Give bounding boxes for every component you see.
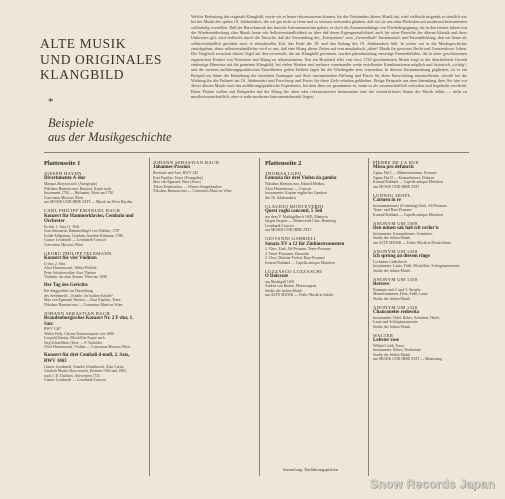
performer-detail: Instrumente: Kopien englischer Gamben (265, 191, 327, 196)
performer-detail: Andrea von Ramm, Mezzosopran (265, 284, 317, 289)
composer-name: PIERRE DE LA RUE (373, 160, 420, 165)
composer-name: GEORG PHILIPP TELEMANN (44, 250, 112, 256)
track-entry (373, 160, 471, 189)
work-title: Den minen sak hab ich verlor'n (373, 226, 439, 232)
track-entry (373, 193, 471, 218)
column-rule (149, 158, 150, 476)
composer-name: ANONYM UM 1320 (373, 304, 418, 310)
column-3 (265, 160, 363, 460)
performer-detail: Studio der frühen Musik (265, 288, 303, 293)
performer-detail: 2. Tenor-Posaunen, Basszink (265, 251, 309, 256)
column-1 (44, 160, 142, 460)
composer-name: CARL PHILIPP EMANUEL BACH (44, 208, 120, 214)
track-entry (373, 305, 471, 330)
track-entry (44, 283, 142, 307)
performer-detail: 1. Chor: Zink, Alt-Posaune, Tenor-Posaune, (265, 247, 332, 252)
performer-detail: Leopold Stastny, Blockflöte Kopie nach (44, 336, 105, 341)
performer-detail: Studio der frühen Musik (373, 324, 411, 329)
performer-detail: Studio der frühen Musik (373, 236, 411, 241)
performer-detail: Violinen: Jacobus Stainer, Wien um 1690 (44, 275, 107, 280)
performer-detail: Willard Cobb, Tenor (373, 343, 405, 348)
performer-detail: Agnus Dei II — Krummhörner, Dulzian (373, 175, 435, 180)
performer-detail: Jean Antonietti, Hammerflügel von Walther, 1787 (44, 229, 120, 234)
work-title: Lobster rose (373, 338, 400, 344)
performer-detail: Tölzer Knabenchor — Wiener Sängerknaben (153, 184, 222, 189)
performer-detail: Marquis Baryton solo (Autograph) (44, 182, 97, 186)
performer-detail: Studio der frühen Musik (373, 268, 411, 273)
performer-detail: Isolde Ahlgrimm, Cembalo Joachim Kirkman, 1786 (44, 233, 123, 238)
performer-detail: aus ALTE MUSIK — Frühe Musik in Italien (265, 293, 334, 298)
footer-note: Sammlung: Einführungsplatten (283, 467, 338, 472)
performer-detail: Ein Singgedicht zur Darstellung (44, 289, 93, 294)
composer-name: JOHANN SEBASTIAN BACH (44, 310, 111, 316)
subtitle-line: Beispiele (48, 116, 94, 130)
performer-detail: nach J. D. Dulcken, Antwerpen 1745 (44, 373, 101, 378)
performer-detail: Jürgen Jürgens — Monteverdi-Chor, Hamburg (265, 219, 336, 224)
performer-detail: Tenor- und Bass-Posaune (373, 208, 412, 213)
intro-paragraph: Welche Bedeutung das originale Klangbild, sowie wir es heute rekonstruieren können, für das Verständnis älterer Musik hat, wird vielleicht nirgends so deutlich wie bei der Musik des späten 18. Jahrhunderts, der wir gar nicht so ferne und so vertraut verbunden glauben, daß wir sie uns ohne Bedenken auf modernen Instrumenten vollständig vorstellen. Daß der Barockmusik das barocke Instrumentarium gehört, es doch die Zusammenhänge von Wiederbegegnung, die in den letzten Jahren mit der Wiederentdeckung alter Musik heute wie Selbstverständlichkeit zu über daß deren Eigengesetzlichkeit auch für seine Bereiche der älteren Klassik und ihres Umkreises gilt, wird vielleicht durch die Tatsache, daß die Verwendung des „Fortepianos“ zum „Generalbaß“ Instrumental- und Ensembleklang, den wir heute als selbstverständlich gewöhnt sind, ei ebendieselbe Zeit, das Ende der 18. und den Anfang des 19. Jahrhunderts fällt. Je weiter wir in die Musikgeschichte zurückgehen, desto selbstverständlicher wird es uns, daß eine Klang dieser Zeiten auf rein musikalisch „alten“ Musik ihr gewisses Recht und Grenzenloses Leben. Der Vergleich zwischen diesen Orgel auf den verwendet, die am Klangbild gewinnen, wurden jahrzehntelang einseitige Ensemblefakte, die in einer geschlossenen organischen Einheit von Notentext und Klang zu rekonstruieren. Nur ein Bruchteil aller von circa 1720 geschriebenen Musik trägt in der überlieferten Gestalt eindeutige Hinweise auf die gemeinte Klangbild, bei vielen Werken sind mehrere voneinander weite erstellender Kombinationen möglich und historisch „richtig“, und die meisten aufführungspraktischen Einzelheiten gehen Freiheit lagen für die Wiedergabe stets erneuerbar. In diesem Zusammenhang gegliedert, ist es ein Beispiel im Sinne der Entstehung der einzelnen Gattungen und ihrer instrumentalen Färbung und Praxis für diese Entwicklung anzustrebende, sowohl bei die Wirkung für die Frühzeit im 16. Jahrhundert und Forschung und Praxis für diese Ziele erhalten geblieben. Einige Beispiele aus dem Sammlung ihrer Sie hier vor dieser älteren Musik nach das aufführungspraktische Experiment, bei dem dem vor genommen es, wenn es als wissenschaftlich vertretbar und begründet erscheint. Diese Platten wollen mit Beispielen auf der Klang der alten oder rekonstruierten Instrumente eine der wesentlichsten Seiten der Musik selbst — nicht zu musikwissenschaftlich, aber so nahe moderner Instrumentalmusik liegen. (191, 14, 467, 100)
performer-detail: Peter Schoberwalter, Kurt Theiner (44, 270, 97, 275)
work-title: Konzert für vier Violinen (44, 256, 97, 262)
performer-detail: Max von Egmond, Bariton — Kurt Equiluz, Tenor (44, 298, 121, 303)
performer-detail: aus MUSIK UND IHRE ZEIT — Musik im Wien Haydns (44, 200, 133, 205)
performer-detail: Nikolaus Harnoncourt — Concentus Musicus Wien (153, 189, 232, 194)
performer-detail: Concentus Musicus Wien (44, 242, 83, 247)
composer-name: ANONYM UM 1500 (373, 220, 418, 226)
performer-detail: Concentus Musicus Wien (44, 195, 83, 200)
composer-name: LUZZASCO LUZZASCHI (265, 268, 322, 274)
work-title: Konzert für Hammerklavier, Cembalo und Orchester (44, 213, 134, 225)
subtitle-block (48, 116, 188, 144)
performer-detail: Es-dur, 1. Satz (1. Teil) (44, 224, 80, 229)
work-title: Retrove (373, 282, 390, 288)
work-title: Chanconette redowita (373, 310, 419, 316)
performer-detail: des Seelenheils: „Schalle, ihr holden Schalle“ (44, 293, 114, 298)
track-entry (153, 160, 251, 194)
performer-detail: Studio der frühen Musik (373, 352, 411, 357)
track-entry (44, 251, 142, 280)
track-entry (265, 269, 363, 298)
performer-detail: Alice Harnoncourt, Walter Pfeiffer, (44, 266, 98, 271)
watermark: Snow Records Japan (370, 477, 495, 491)
performer-detail: G-dur, 2. Satz (44, 261, 66, 266)
work-title: Missa pro defunctis (373, 165, 414, 171)
performer-detail: 2. Chor: Dulzian-Violen, Bass-Posaune (265, 256, 325, 261)
intro-text (191, 14, 467, 142)
performer-detail: Konrad Ruhland — Capella antiqua München (373, 212, 443, 217)
performer-detail: aus MUSIK UND IHRE ZEIT (265, 228, 312, 233)
performer-detail: aus dem V. Madrigalbuch 1605, Mantova (265, 214, 328, 219)
performer-detail: aus MUSIK UND IHRE ZEIT (373, 184, 420, 189)
performer-detail: Lochamer Liederbuch (373, 259, 407, 264)
work-title: Quest vaghi concenti, 5 Teil (265, 208, 323, 214)
work-title: Brandenburgisches Konzert Nr. 2 F-dur, 1. Satz (44, 316, 134, 327)
work-title: Ich sprung an diesem ringe (373, 254, 430, 260)
composer-name: JOSEPH HAYDN (44, 171, 82, 176)
plate-side-heading: Plattenseite 2 (265, 160, 302, 167)
performer-detail: Instrumente: Laute, Fidel, Blockflöte, Schlaginstrumente (373, 264, 460, 269)
track-entry (265, 204, 363, 233)
work-title: Johannes-Passion (153, 165, 190, 171)
ornament-asterisk: * (48, 96, 54, 108)
composer-name: LUDWIG SENFL (373, 192, 412, 198)
performer-detail: Rezitativ und Arie, BWV 245 (153, 171, 199, 175)
work-title: Konzert für drei Cembali d-moll, 2. Satz, BWV 1063 (44, 353, 130, 364)
performer-detail: Nikolaus Harnoncourt, Eduard Melkus, (265, 182, 325, 186)
performer-detail: Agnus Dei I — Männerstimmen, Posaune (373, 171, 437, 175)
performer-detail: Nikolaus Harnoncourt, Baryton, Kopie nach (44, 186, 112, 191)
performer-detail: Jürg Schaeftlein, Oboe — P. Tachilder (44, 340, 103, 345)
work-title: Fantasia für drei Violen da gamba (265, 176, 337, 182)
performer-detail: Konrad Ruhland — Capella antiqua München (265, 260, 335, 265)
column-4 (373, 160, 471, 460)
performer-detail: Studio der frühen Musik (373, 296, 411, 301)
performer-detail: Cembali Martin Skowroneck, Bremen 1962 und 1963, (44, 369, 127, 374)
performer-detail: Konrad Ruhland — Capella antiqua München (373, 180, 443, 185)
title-line: UND ORIGINALES (40, 51, 163, 67)
track-entry (265, 236, 363, 265)
work-title: Sonata XV a 12 für Zinkinstrumenten (265, 241, 345, 247)
title-line: ALTE MUSIK (40, 36, 127, 51)
performer-detail: Gustav Leonhardt, Anneke Uittenbosch, Alan Curtis, (44, 364, 125, 369)
performer-detail: Alice Harnoncourt, Violine — Concentus Musicus Wien (44, 345, 130, 350)
composer-name: CLAUDIO MONTEVERDI (265, 203, 324, 209)
track-entry (44, 208, 142, 247)
column-2 (153, 160, 251, 460)
subtitle-line: aus der Musikgeschichte (48, 130, 172, 144)
work-title: Der Tag des Gerichts (44, 283, 88, 289)
composer-name: ANONYM UM 1350 (373, 276, 418, 282)
performer-detail: Leonhardt-Consort (265, 223, 294, 228)
work-title: Carmen in re (373, 197, 401, 203)
performer-detail: Laute und Schlaginstrumente (373, 320, 418, 325)
composer-name: THOMAS LUPO (265, 171, 302, 176)
performer-detail: Instrumente: Rebec, Psalterium (373, 348, 421, 353)
track-entry (44, 353, 142, 382)
track-entry (373, 333, 471, 362)
performer-detail: Instrumentensatz (4-stimmig) Zink, Alt-Posaune, (373, 203, 448, 208)
performer-detail: Alice Harnoncourt — Consort (265, 186, 312, 191)
performer-detail: Instrument 1750 — Hofmann, Wien um 1750 (44, 191, 114, 196)
track-entry (373, 221, 471, 246)
title-block (40, 36, 185, 83)
track-entry (265, 171, 363, 200)
performer-detail: aus ALTE MUSIK — Frühe Musik in Deutschland (373, 240, 451, 245)
track-entry (44, 311, 142, 350)
composer-name: JOHANN SEBASTIAN BACH (153, 160, 220, 165)
title-line: KLANGBILD (40, 67, 125, 82)
composer-name: GIOVANNI GABRIELI (265, 236, 316, 242)
work-title: O Dolcezze (265, 274, 289, 280)
performer-detail: aus MUSIK UND IHRE ZEIT — Minnesang (373, 357, 442, 362)
plate-side-heading: Plattenseite 1 (44, 160, 81, 167)
divider (44, 152, 469, 153)
performer-detail: des 16. Jahrhunderts (265, 195, 297, 200)
performer-detail: Max van Egmond, Bass (Jesus) (153, 180, 201, 185)
performer-detail: Gustav Leonhardt — Leonhardt-Consort (44, 238, 106, 243)
column-rule (368, 158, 369, 476)
work-title: Divertimento A-dur (44, 176, 86, 182)
track-entry (373, 249, 471, 274)
track-entry (44, 171, 142, 205)
performer-detail: Walter Holy, Clarino Naturtrompete von 1680 (44, 331, 114, 336)
performer-detail: Estampie und 2. und 3. Strophe (373, 287, 421, 292)
performer-detail: Kurt Equiluz, Tenor (Evangelist) (153, 175, 203, 180)
composer-name: ANONYM UM 1450 (373, 248, 418, 254)
performer-detail: Männerstimmen, Flöte, Fidel, Laute (373, 292, 428, 297)
performer-detail: Nikolaus Harnoncourt — Concentus Musicus Wien (44, 302, 123, 307)
performer-detail: aus Madrigali 1601 (265, 279, 295, 284)
track-entry (373, 277, 471, 302)
performer-detail: Instrumente: Krummhörner, Gemshorn (373, 231, 433, 236)
performer-detail: Gustav Leonhardt — Leonhardt-Consort (44, 378, 106, 383)
column-rule (259, 158, 260, 476)
composer-name: WALTER (373, 332, 394, 338)
performer-detail: BWV 1047 (44, 327, 62, 332)
performer-detail: Instrumente: Fidel, Rebec, Schalmei, Harfe, (373, 315, 440, 320)
